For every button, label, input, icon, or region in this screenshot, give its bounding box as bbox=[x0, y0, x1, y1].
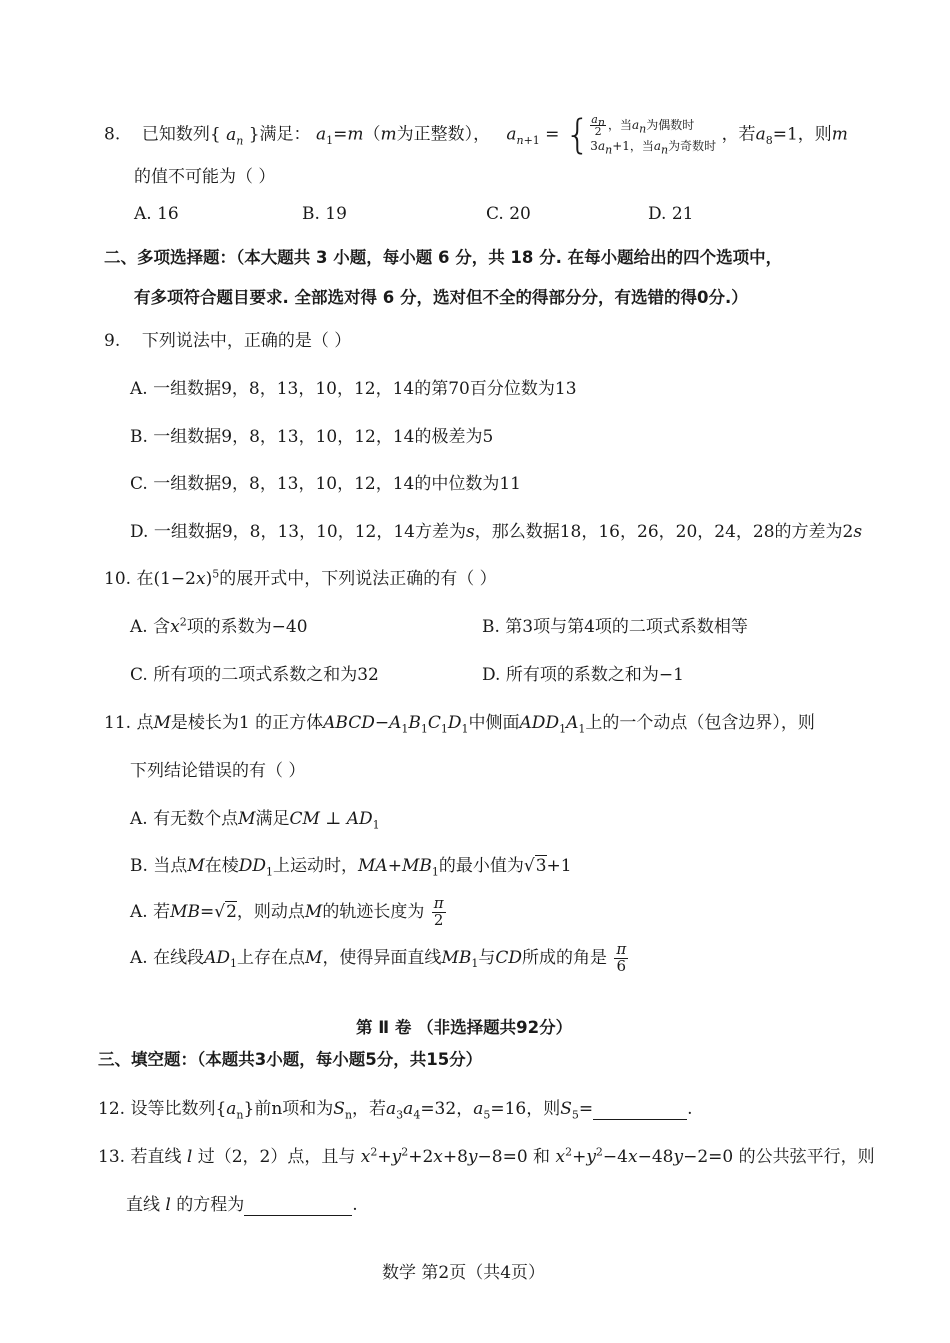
section2-heading-line1: 二、多项选择题：（本大题共 3 小题，每小题 6 分，共 18 分. 在每小题给出的四个选项中， bbox=[104, 248, 783, 267]
section2-heading-line2: 有多项符合题目要求. 全部选对得 6 分，选对但不全的得部分分，有选错的得0分.） bbox=[134, 288, 748, 307]
q8-option-a: A. 16 bbox=[134, 204, 179, 224]
q13-line2: 直线 l 的方程为 . bbox=[126, 1195, 358, 1215]
q10-option-a: A. 含$x^2$项的系数为−40 bbox=[130, 615, 308, 637]
q11-option-a: A. 有无数个点M满足CM ⊥ $AD_1$ bbox=[130, 809, 380, 832]
q10-option-d: D. 所有项的系数之和为−1 bbox=[482, 665, 684, 685]
q11-option-d: A. 在线段$AD_1$上存在点M，使得异面直线$MB_1$与CD所成的角是 $\frac{\pi}{6}$ bbox=[130, 940, 627, 975]
q9-option-b: B. 一组数据9，8，13，10，12，14的极差为5 bbox=[130, 427, 494, 447]
q10-option-b: B. 第3项与第4项的二项式系数相等 bbox=[482, 617, 748, 637]
section3-heading: 三、填空题：（本题共3小题，每小题5分，共15分） bbox=[98, 1050, 483, 1069]
q9-stem: 9. 下列说法中，正确的是（ ） bbox=[104, 331, 352, 351]
fraction-pi-over-2: $\frac{\pi}{2}$ bbox=[433, 894, 444, 929]
q11-option-c: A. 若MB=√2，则动点M的轨迹长度为 $\frac{\pi}{2}$ bbox=[130, 894, 444, 929]
q9-option-d: D. 一组数据9，8，13，10，12，14方差为s，那么数据18，16，26，20，24，28的方差为2s bbox=[130, 522, 863, 542]
q11-option-b: B. 当点M在棱$DD_1$上运动时，$MA+MB_1$的最小值为√3+1 bbox=[130, 856, 572, 879]
q8-line2: 的值不可能为（ ） bbox=[134, 167, 276, 187]
q8-number: 8. bbox=[104, 124, 121, 145]
q8-line1: 8. 已知数列{ $a_n$ }满足： $a_1=m(m$为正整数）， $a_{n+1}$ = { $\frac{a_n}{2}$ ，当$a_n$为偶数时 $3a_n+1$，当$a_n$为奇数时 ，若$a_8=1$，则m bbox=[104, 112, 848, 159]
q13-answer-blank[interactable] bbox=[244, 1195, 352, 1216]
page-footer: 数学 第2页（共4页） bbox=[382, 1263, 546, 1283]
piecewise-brace: { bbox=[564, 112, 591, 159]
piecewise-cases: $\frac{a_n}{2}$ ，当$a_n$为偶数时 $3a_n+1$，当$a_n$为奇数时 bbox=[590, 113, 717, 157]
q11-stem: 11. 点M是棱长为1 的正方体$ABCD-A_1B_1C_1D_1$中侧面$ADD_1A_1$上的一个动点（包含边界），则 bbox=[104, 713, 815, 736]
q9-option-c: C. 一组数据9，8，13，10，12，14的中位数为11 bbox=[130, 474, 521, 494]
part2-title: 第 Ⅱ 卷 （非选择题共92分） bbox=[356, 1018, 573, 1037]
fraction-pi-over-6: $\frac{\pi}{6}$ bbox=[616, 940, 627, 975]
q10-stem: 10. 在$(1-2x)^5$的展开式中，下列说法正确的有（ ） bbox=[104, 567, 497, 589]
q13-line1: 13. 若直线 l 过（2，2）点，且与 $x^2+y^2+2x+8y-8=0$ 和 $x^2+y^2-4x-48y-2=0$ 的公共弦平行，则 bbox=[98, 1145, 875, 1167]
q8-option-d: D. 21 bbox=[648, 204, 694, 224]
q11-stem-line2: 下列结论错误的有（ ） bbox=[130, 761, 306, 781]
q9-option-a: A. 一组数据9，8，13，10，12，14的第70百分位数为13 bbox=[130, 379, 577, 399]
q10-option-c: C. 所有项的二项式系数之和为32 bbox=[130, 665, 379, 685]
q8-option-c: C. 20 bbox=[486, 204, 531, 224]
q12: 12. 设等比数列$\{a_n\}$前n项和为$S_n$，若$a_3a_4=32$，$a_5=16$，则$S_5=$ . bbox=[98, 1099, 693, 1122]
q8-option-b: B. 19 bbox=[302, 204, 347, 224]
q12-answer-blank[interactable] bbox=[593, 1099, 687, 1120]
